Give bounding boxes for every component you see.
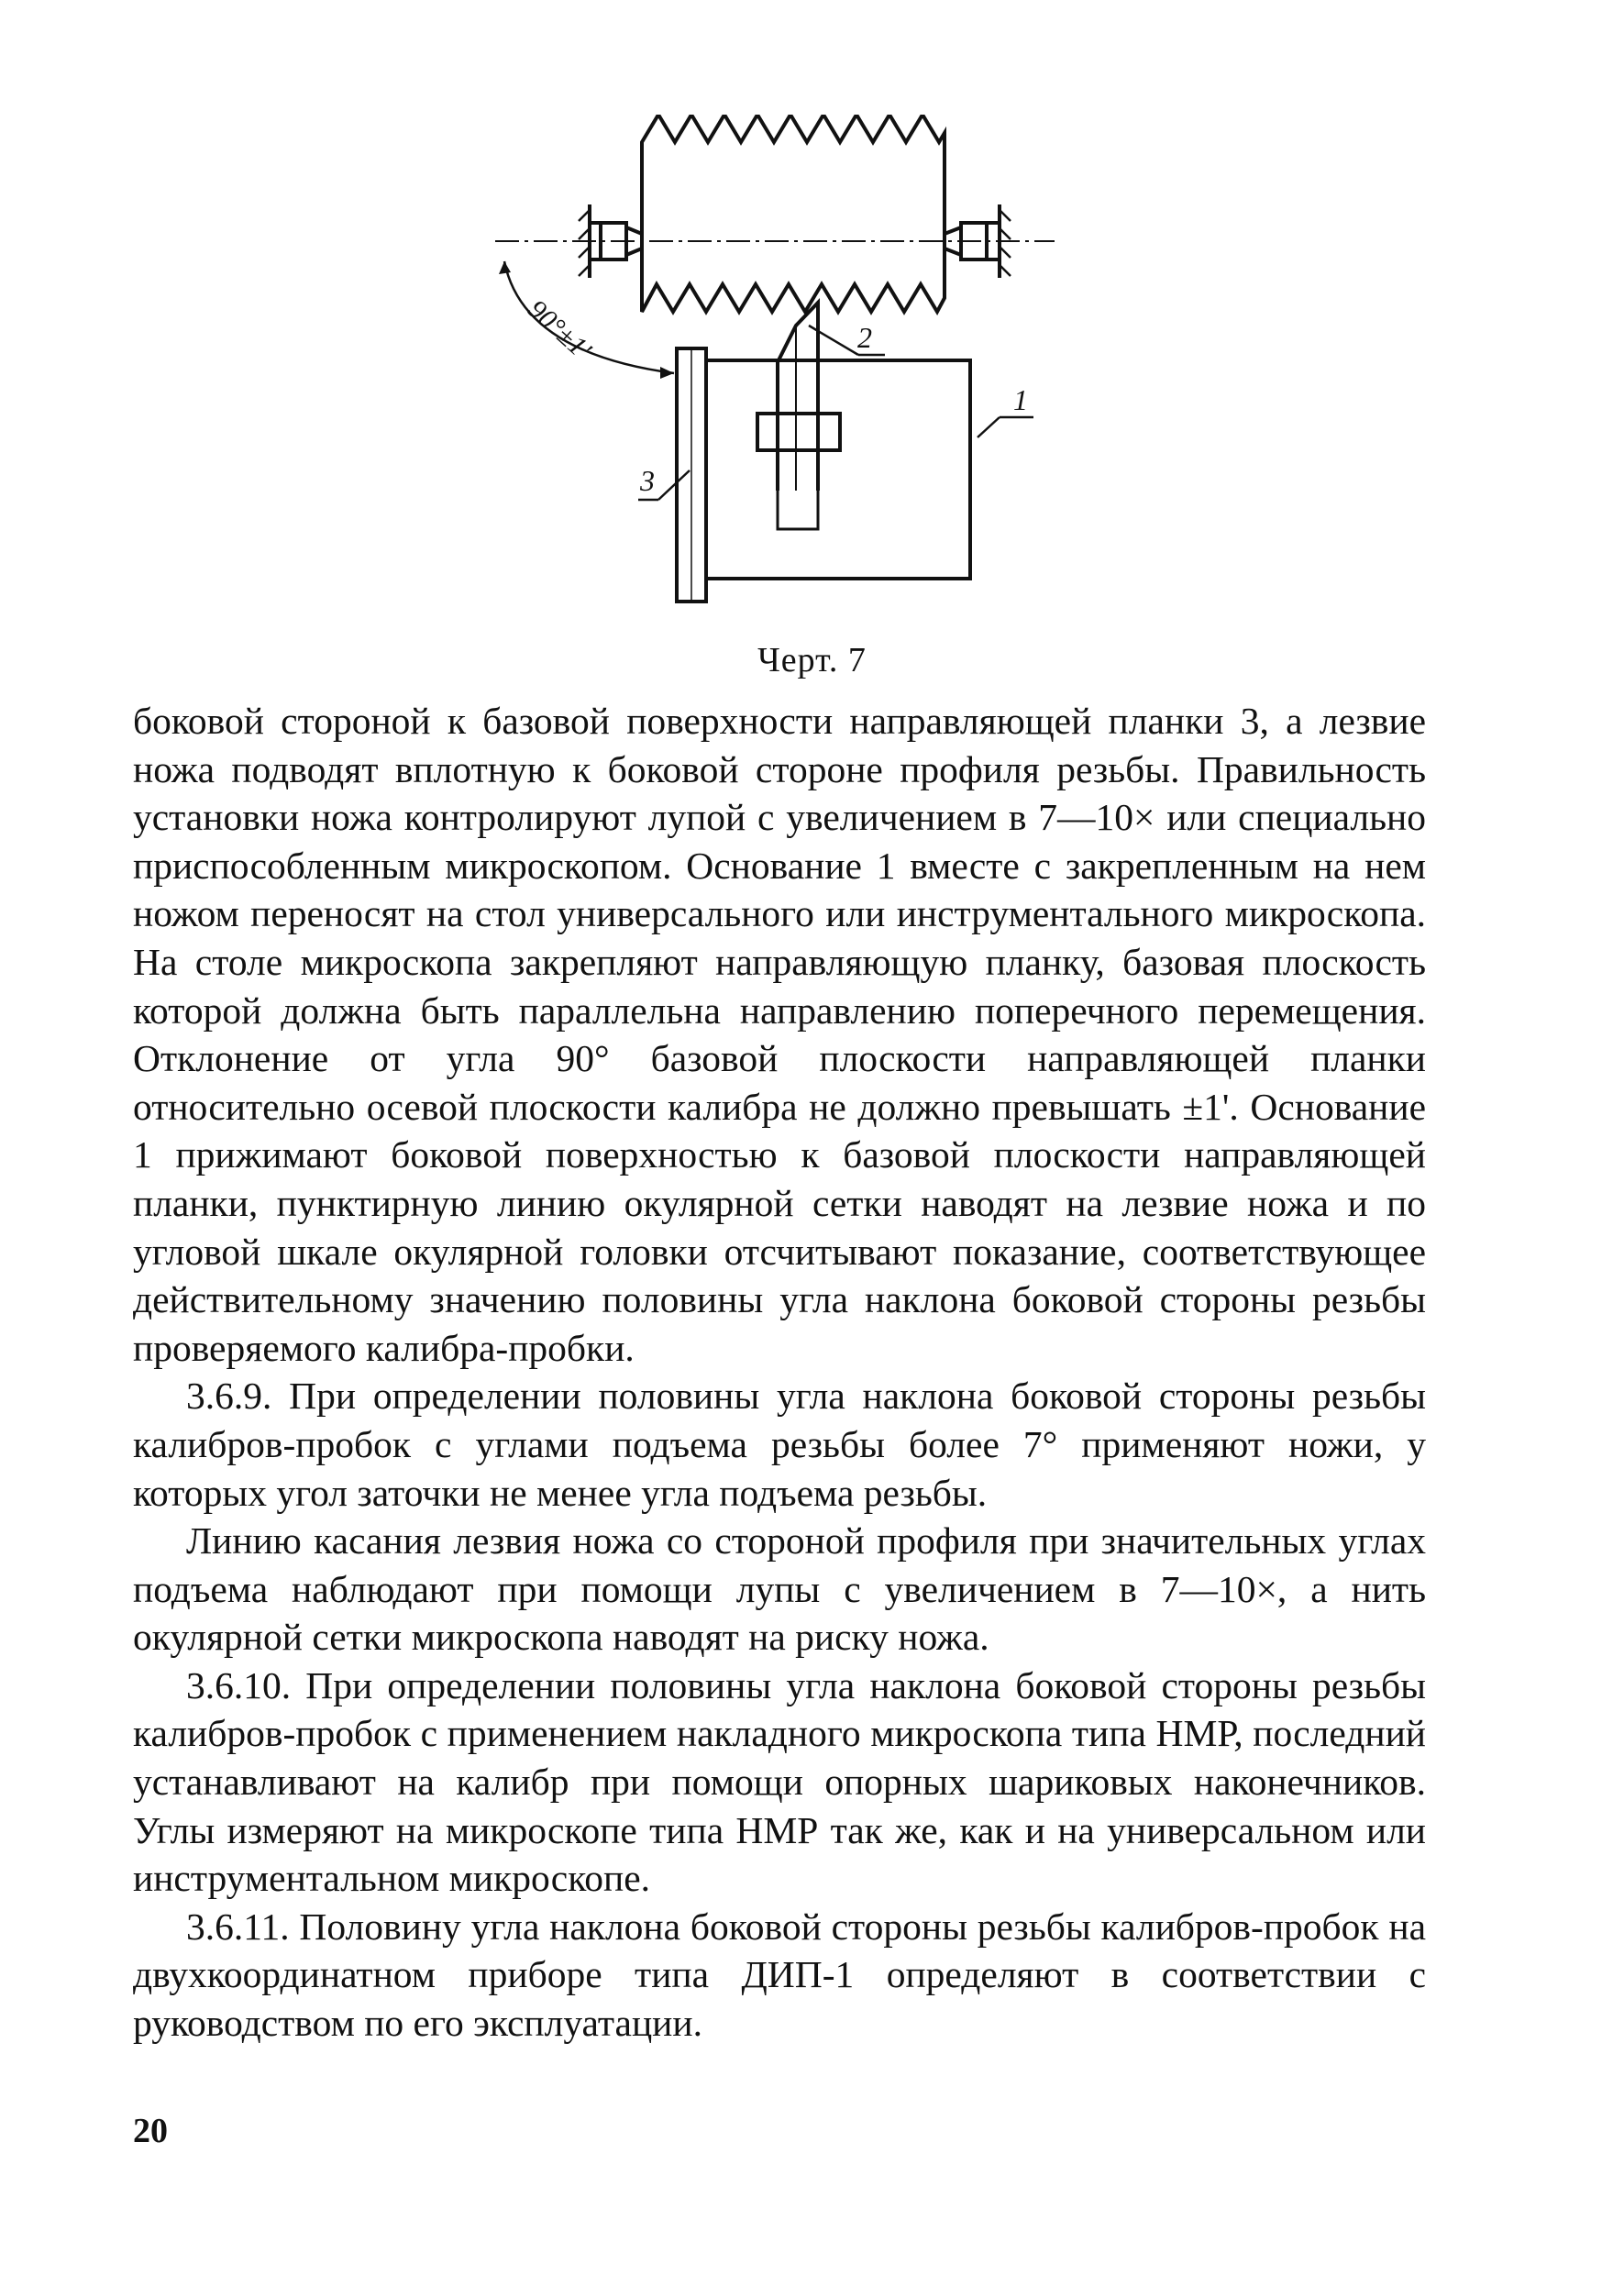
paragraph: боковой стороной к базовой поверхности направляющей планки 3, а лезвие ножа подводят вплотную к боковой стороне профиля резьбы. Правильность установки ножа контролируют лупой с увеличением в 7—10× или специально приспособленным микроскопом. Основание 1 вместе с закрепленным на нем ножом переносят на стол универсального или инструментального микроскопа. На столе микроскопа закрепляют направляющую планку, базовая плоскость которой должна быть параллельна направлению поперечного перемещения. Отклонение от угла 90° базовой плоскости направляющей планки относительно осевой плоскости калибра не должно превышать ±1'. Основание 1 прижимают боковой поверхностью к базовой плоскости направляющей планки, пунктирную линию окулярной сетки наводят на лезвие ножа и по угловой шкале окулярной головки отсчитывают показание, соответствующее действительному значению половины угла наклона боковой стороны резьбы проверяемого калибра-пробки.: [133, 700, 1426, 1369]
knife: [778, 303, 818, 491]
technical-drawing: [486, 115, 1082, 628]
paragraph: 3.6.11. Половину угла наклона боковой стороны резьбы калибров-пробок на двухкоординатном приборе типа ДИП-1 определяют в соответствии с руководством по его эксплуатации.: [133, 1905, 1426, 2045]
angle-label: 90°±1': [522, 293, 597, 366]
callout-1: 1: [1013, 383, 1028, 416]
paragraph: 3.6.9. При определении половины угла наклона боковой стороны резьбы калибров-пробок с углами подъема резьбы более 7° применяют ножи, у которых угол заточки не менее угла подъема резьбы.: [133, 1375, 1426, 1514]
base: [706, 360, 970, 579]
body-text: [133, 697, 1426, 2048]
callout-2: 2: [857, 321, 872, 354]
thread-gauge: [642, 115, 945, 312]
angle-arc: [499, 261, 674, 379]
figure-caption: Черт. 7: [757, 641, 867, 679]
paragraph: Линию касания лезвия ножа со стороной профиля при значительных углах подъема наблюдают при помощи лупы с увеличением в 7—10×, а нить окулярной сетки микроскопа наводят на риску ножа.: [133, 1519, 1426, 1659]
callout-3: 3: [640, 464, 655, 497]
guide-bar: [677, 348, 706, 602]
page-number: 20: [133, 2112, 168, 2150]
paragraph: 3.6.10. При определении половины угла наклона боковой стороны резьбы калибров-пробок с применением накладного микроскопа типа НМР, последний устанавливают на калибр при помощи опорных шариковых наконечников. Углы измеряют на микроскопе типа НМР так же, как и на универсальном или инструментальном микроскопе.: [133, 1663, 1426, 1900]
